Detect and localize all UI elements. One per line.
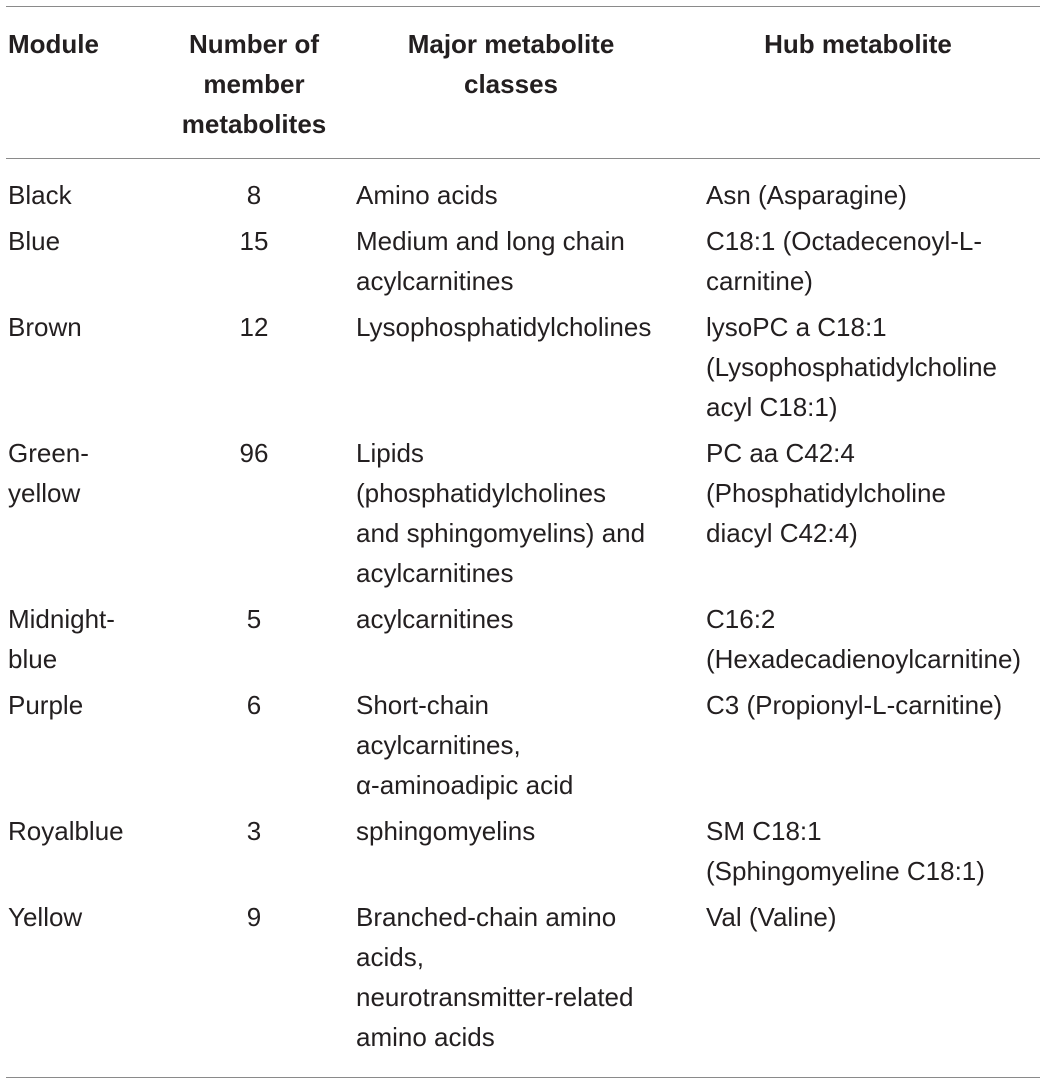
table-body <box>6 159 1040 1077</box>
header-major-metabolite-classes: Major metabolite classes <box>407 29 615 99</box>
cell-module: Midnight- blue <box>8 604 115 674</box>
cell-hub: C18:1 (Octadecenoyl-L- carnitine) <box>706 226 983 296</box>
table-row <box>6 897 1040 1077</box>
cell-hub: lysoPC a C18:1 (Lysophosphatidylcholine acyl C18:1) <box>706 312 998 422</box>
table-row <box>6 685 1040 811</box>
table-row <box>6 221 1040 307</box>
cell-hub: C3 (Propionyl-L-carnitine) <box>706 690 1003 720</box>
cell-module: Royalblue <box>8 816 124 846</box>
cell-number: 9 <box>246 902 262 932</box>
cell-module: Black <box>8 180 72 210</box>
cell-hub: PC aa C42:4 (Phosphatidylcholine diacyl C42:4) <box>706 438 946 548</box>
cell-classes: Amino acids <box>356 180 498 210</box>
cell-hub: Val (Valine) <box>706 902 837 932</box>
cell-module: Blue <box>8 226 61 256</box>
header-hub-metabolite: Hub metabolite <box>764 29 952 59</box>
cell-classes: Lysophosphatidylcholines <box>356 312 652 342</box>
table <box>6 7 1040 158</box>
cell-classes: Lipids (phosphatidylcholines and sphingomyelins) and acylcarnitines <box>356 438 646 588</box>
cell-module: Yellow <box>8 902 83 932</box>
cell-number: 3 <box>246 816 262 846</box>
cell-classes: Branched-chain amino acids, neurotransmitter-related amino acids <box>356 902 634 1052</box>
cell-hub: Asn (Asparagine) <box>706 180 907 210</box>
table-row <box>6 307 1040 433</box>
cell-hub: SM C18:1 (Sphingomyeline C18:1) <box>706 816 985 886</box>
cell-number: 15 <box>239 226 269 256</box>
table-body-wrap <box>6 159 1040 1077</box>
bottom-rule <box>6 1077 1040 1078</box>
table-row <box>6 599 1040 685</box>
table-row <box>6 433 1040 599</box>
cell-module: Brown <box>8 312 82 342</box>
cell-number: 96 <box>239 438 269 468</box>
cell-number: 5 <box>246 604 262 634</box>
cell-classes: sphingomyelins <box>356 816 536 846</box>
cell-number: 12 <box>239 312 269 342</box>
header-module: Module <box>8 29 99 59</box>
cell-hub: C16:2 (Hexadecadienoylcarnitine) <box>706 604 1022 674</box>
cell-module: Green- yellow <box>8 438 89 508</box>
cell-classes: Medium and long chain acylcarnitines <box>356 226 625 296</box>
table-header <box>6 7 1040 158</box>
table-row <box>6 159 1040 221</box>
header-number-of-member-metabolites: Number of member metabolites <box>181 29 327 139</box>
table-row <box>6 811 1040 897</box>
cell-number: 8 <box>246 180 262 210</box>
cell-classes: acylcarnitines <box>356 604 514 634</box>
metabolite-module-table <box>6 0 1040 1078</box>
header-row <box>6 7 1040 158</box>
cell-classes: Short-chain acylcarnitines, α-aminoadipic acid <box>356 690 574 800</box>
cell-number: 6 <box>246 690 262 720</box>
cell-module: Purple <box>8 690 84 720</box>
